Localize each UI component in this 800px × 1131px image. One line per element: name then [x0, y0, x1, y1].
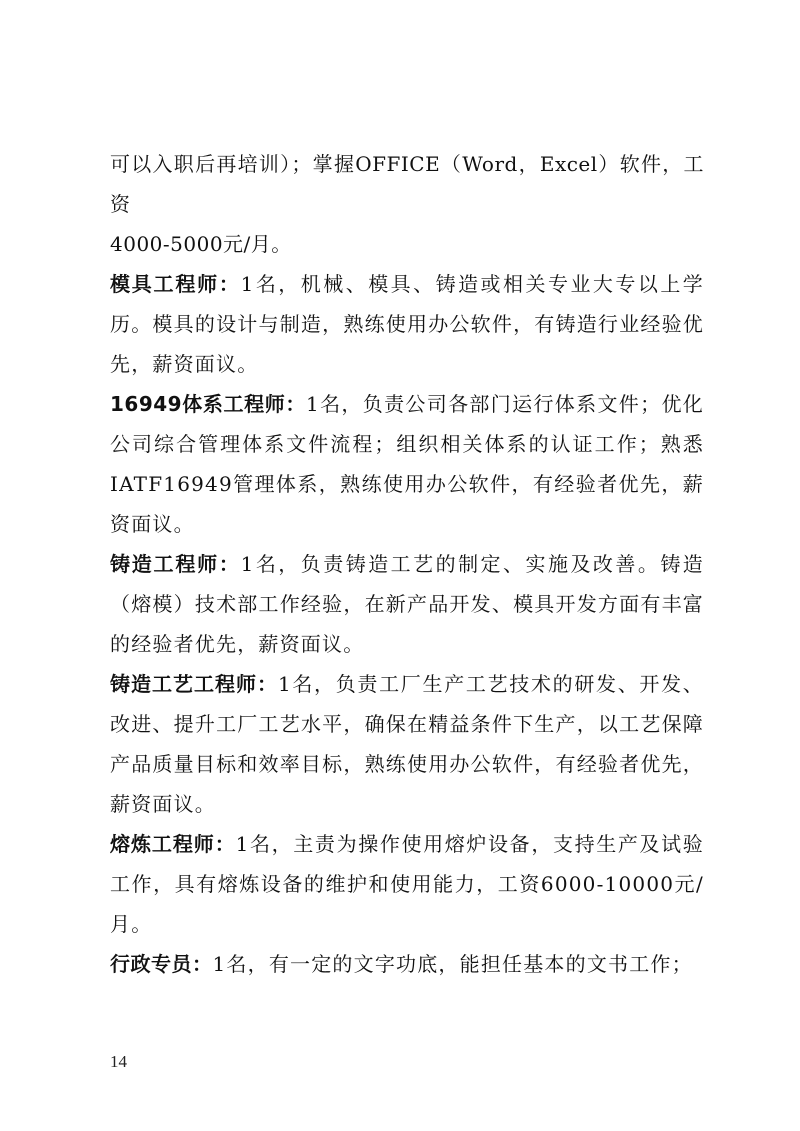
job-description: 1名，负责公司各部门运行体系文件；优化公司综合管理体系文件流程；组织相关体系的认证工作；熟悉IATF16949管理体系，熟练使用办公软件，有经验者优先，薪资面议。	[110, 392, 704, 536]
intro-line-1: 可以入职后再培训）；掌握OFFICE（Word，Excel）软件，工资	[110, 152, 704, 216]
job-title: 熔炼工程师：	[110, 832, 236, 856]
job-title: 铸造工艺工程师：	[110, 672, 278, 696]
job-title: 行政专员：	[110, 952, 213, 976]
job-entry-casting-process-engineer	[110, 664, 704, 824]
job-description: 1名，负责铸造工艺的制定、实施及改善。铸造（熔模）技术部工作经验，在新产品开发、模具开发方面有丰富的经验者优先，薪资面议。	[110, 552, 704, 656]
job-entry-casting-engineer	[110, 544, 704, 664]
job-entry-mold-engineer	[110, 264, 704, 384]
job-entry-smelting-engineer	[110, 824, 704, 944]
job-title: 16949体系工程师：	[110, 392, 307, 416]
job-description: 1名，负责工厂生产工艺技术的研发、开发、改进、提升工厂工艺水平，确保在精益条件下生产，以工艺保障产品质量目标和效率目标，熟练使用办公软件，有经验者优先，薪资面议。	[110, 672, 704, 816]
document-body	[110, 144, 704, 984]
job-title: 模具工程师：	[110, 272, 241, 296]
job-description: 1名，机械、模具、铸造或相关专业大专以上学历。模具的设计与制造，熟练使用办公软件，有铸造行业经验优先，薪资面议。	[110, 272, 704, 376]
job-entry-16949-engineer	[110, 384, 704, 544]
job-description: 1名，主责为操作使用熔炉设备，支持生产及试验工作，具有熔炼设备的维护和使用能力，工资6000-10000元/月。	[110, 832, 705, 936]
page-number: 14	[110, 1052, 127, 1071]
intro-line-2: 4000-5000元/月。	[110, 232, 292, 256]
intro-paragraph	[110, 144, 704, 264]
job-title: 铸造工程师：	[110, 552, 241, 576]
job-entry-admin-specialist	[110, 944, 704, 984]
job-description: 1名，有一定的文字功底，能担任基本的文书工作；	[212, 952, 693, 976]
